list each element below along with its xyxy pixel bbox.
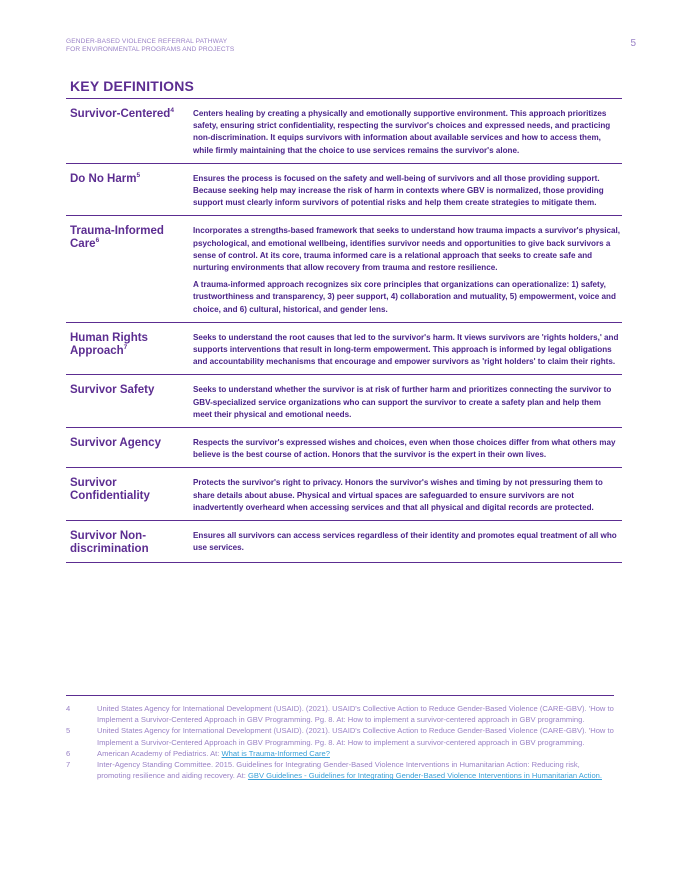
definition-body: [193, 437, 622, 461]
footnote-ref[interactable]: 5: [136, 171, 141, 179]
footnote-ref[interactable]: 6: [95, 237, 100, 245]
footnote-text: [97, 703, 614, 725]
definition-term: [66, 477, 193, 514]
footnote-link[interactable]: GBV Guidelines - Guidelines for Integrating Gender-Based Violence Interventions in Humanitarian Action.: [247, 771, 602, 781]
term-text: Survivor Confidentiality: [70, 477, 150, 503]
term-text: Survivor Agency: [70, 437, 161, 450]
definition-text: Ensures all survivors can access services regardless of their identity and promotes equal treatment of all who use services.: [193, 531, 617, 553]
definition-term: [66, 225, 193, 315]
footnote: [66, 748, 614, 759]
footnote-number: 7: [66, 760, 71, 770]
footnote: [66, 759, 614, 781]
footnote-text: [97, 748, 614, 759]
definition-row: [66, 99, 622, 164]
section-title: KEY DEFINITIONS: [70, 78, 195, 94]
definition-term: [66, 332, 193, 369]
footnote-text: [97, 725, 614, 747]
term-text: Survivor Safety: [70, 384, 155, 397]
footnote-body: United States Agency for International Development (USAID). (2021). USAID's Collective Action to Reduce Gender-Based Violence (CARE-GBV). 'How to Implement a Survivor-Centered Approach in GBV Programming. Pg. 8. At: How to implement a survivor-centered approach in GBV programming.: [97, 704, 614, 725]
definition-row: [66, 164, 622, 217]
term-text: Do No Harm: [70, 172, 137, 185]
definition-body: [193, 384, 622, 421]
footnote-number: 4: [66, 704, 71, 713]
footnote-text: [97, 759, 614, 781]
definition-text: Protects the survivor's right to privacy. Honors the survivor's wishes and timing by not pressuring them to share details about abuse. Physical and virtual spaces are safeguarded to ensure survivors are not inadvertently overheard when accessing services and that all physical and digital records are protected.: [193, 478, 603, 512]
definitions-table: [66, 98, 622, 563]
footnote-body: United States Agency for International Development (USAID). (2021). USAID's Collective Action to Reduce Gender-Based Violence (CARE-GBV). 'How to Implement a Survivor-Centered Approach in GBV Programming. Pg. 8. At: How to implement a survivor-centered approach in GBV programming.: [97, 726, 614, 747]
definition-row: [66, 468, 622, 521]
definition-body: [193, 477, 622, 514]
footnote-body: Inter-Agency Standing Committee. 2015. Guidelines for Integrating Gender-Based Violence Interventions in Humanitarian Action: Reducing risk, promoting resilience and aiding recovery. At:: [97, 760, 580, 781]
definition-row: [66, 521, 622, 563]
definition-term: [66, 173, 193, 210]
definition-text: Seeks to understand the root causes that led to the survivor's harm. It views survivors are 'rights holders,' and supports interventions that result in long-term empowerment. This approach is informed by legal obligations and accountability mechanisms that encourage and empower survivors as 'right holders' to claim their rights.: [193, 332, 619, 367]
term-text: Human Rights Approach: [70, 331, 148, 357]
definition-body: [193, 225, 622, 315]
definition-row: [66, 428, 622, 468]
definition-text: Respects the survivor's expressed wishes and choices, even when those choices differ from what others may believe is the best course of action. Honors that the survivor is the expert in their own lives.: [193, 438, 616, 460]
header-line-2: FOR ENVIRONMENTAL PROGRAMS AND PROJECTS: [66, 46, 235, 54]
header-line-1: GENDER-BASED VIOLENCE REFERRAL PATHWAY: [66, 38, 228, 45]
footnote: [66, 725, 614, 747]
definition-text: Seeks to understand whether the survivor is at risk of further harm and prioritizes connecting the survivor to GBV-specialized service organizations who can support the survivor to create a safety plan and help them meet their physical and emotional needs.: [193, 385, 612, 419]
definition-body: [193, 530, 622, 556]
term-text: Survivor Non-discrimination: [70, 530, 149, 556]
definition-text: Incorporates a strengths-based framework that seeks to understand how trauma impacts a survivor's physical, psychological, and emotional wellbeing, identifies survivor needs and opportunities to give back survivors a sense of control. At its core, trauma informed care is a relational approach that seeks to create safe and nurturing environments that allow recovery from trauma and restore resilience.: [193, 226, 620, 273]
definition-term: [66, 384, 193, 421]
definition-term: [66, 108, 193, 157]
definition-row: [66, 375, 622, 428]
footnotes: [66, 695, 614, 781]
definition-body: [193, 108, 622, 157]
definition-text: A trauma-informed approach recognizes six core principles that organizations can operationalize: 1) safety, trustworthiness and transparency, 3) peer support, 4) collaboration and mutuality, 5) empowerment, voice and choice, and 6) cultural, historical, and gender lens.: [193, 280, 616, 314]
definition-term: [66, 530, 193, 556]
page-header: [66, 38, 486, 55]
term-text: Trauma-Informed Care: [70, 225, 164, 251]
page-number: 5: [630, 38, 636, 49]
definition-term: [66, 437, 193, 461]
footnote-number: 5: [66, 726, 71, 736]
definition-row: [66, 216, 622, 322]
footnote-number: 6: [66, 748, 71, 758]
footnote: [66, 703, 614, 725]
term-text: Survivor-Centered: [70, 108, 171, 120]
footnote-ref[interactable]: 4: [170, 107, 174, 115]
definition-row: [66, 323, 622, 376]
footnote-link[interactable]: What is Trauma-Informed Care?: [221, 748, 330, 758]
footnote-ref[interactable]: 7: [123, 344, 128, 352]
definition-text: Ensures the process is focused on the safety and well-being of survivors and all those providing support. Because seeking help may increase the risk of harm in contexts where GBV is normalized, those providing support must clearly inform survivors of potential risks and help them create strategies to mitigate them.: [193, 173, 604, 208]
definition-body: [193, 332, 622, 369]
definition-text: Centers healing by creating a physically and emotionally supportive environment. This approach prioritizes safety, ensuring strict confidentiality, respecting the survivor's choices and expressed needs, and practicing non-discrimination. It equips survivors with information about available services and how to access them, while firmly maintaining that the choice to use services remains the survivor's alone.: [193, 109, 611, 155]
definition-body: [193, 173, 622, 210]
footnote-body: American Academy of Pediatrics. At:: [97, 748, 222, 758]
